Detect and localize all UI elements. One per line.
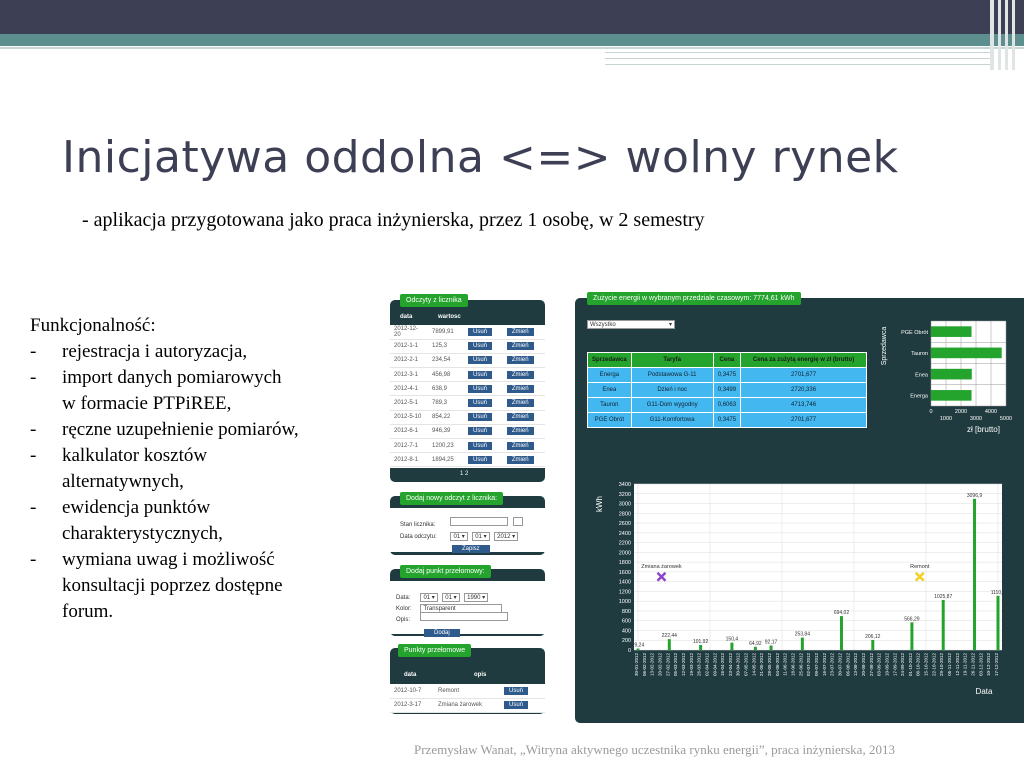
decor-stripe [990, 0, 994, 70]
cost-table-cell: 0,6063 [713, 398, 740, 413]
delete-reading-button[interactable]: Usuń [468, 385, 492, 393]
reading-date: 2012-7-1 [390, 439, 428, 453]
x-tick-label: 20-08-2012 [860, 653, 866, 677]
reading-delete-cell [464, 453, 503, 467]
x-tick-label: 17-12-2012 [994, 653, 999, 677]
reading-value: 1200,23 [428, 439, 464, 453]
top-bar [0, 0, 1024, 34]
cost-table-cell: 2701,677 [741, 413, 867, 428]
cost-table-header-cell: Taryfa [631, 353, 713, 368]
x-tick-label: 30-07-2012 [837, 653, 843, 677]
cost-table-cell: G11-Dom wygodny [631, 398, 713, 413]
feature-bullet: - [30, 497, 37, 518]
cost-table-cell: G11-Komfortowa [631, 413, 713, 428]
day-select[interactable]: 01 ▾ [450, 532, 467, 541]
x-tick-label: 18-06-2012 [790, 653, 796, 677]
bar-data-label: 3096,9 [966, 492, 983, 499]
usage-bar [973, 499, 976, 650]
x-tick-label: 20-02-2012 [657, 653, 663, 677]
seller-bar [931, 369, 972, 380]
reading-value: 7899,91 [428, 325, 464, 339]
feature-text: ręczne uzupełnienie pomiarów, [62, 419, 299, 440]
bar-data-label: 694,02 [833, 610, 850, 617]
delete-reading-button[interactable]: Usuń [468, 456, 492, 464]
delete-reading-button[interactable]: Usuń [468, 356, 492, 364]
add-point-button[interactable]: Dodaj [424, 629, 460, 637]
point-date: 2012-3-17 [390, 698, 434, 712]
cost-table-cell: Podstawowa G-11 [631, 368, 713, 383]
add-reading-form [390, 508, 545, 552]
x-tick-label: 03-12-2012 [978, 653, 984, 677]
reading-delete-cell [464, 368, 503, 382]
decor-stripe [1012, 0, 1015, 70]
edit-reading-button[interactable]: Zmień [507, 456, 534, 464]
reading-value: 789,3 [428, 396, 464, 410]
y-tick-label: 1000 [618, 599, 631, 606]
x-tick-label: 16-07-2012 [821, 653, 827, 677]
cost-table-cell: 0,3475 [713, 368, 740, 383]
y-tick-label: 2400 [618, 530, 631, 537]
seller-tick-label: Energa [910, 393, 928, 400]
reading-row [390, 396, 545, 410]
readings-table [390, 325, 545, 468]
cost-table-cell: 0,3499 [713, 383, 740, 398]
reading-delete-cell [464, 410, 503, 424]
slide-footer: Przemysław Wanat, „Witryna aktywnego uczestnika rynku energii”, praca inżynierska, 2013 [414, 742, 895, 757]
readings-panel-title: Odczyty z licznika [400, 294, 468, 307]
delete-reading-button[interactable]: Usuń [468, 413, 492, 421]
bar-data-label: 101,92 [692, 639, 709, 646]
x-tick-label: 23-07-2012 [829, 653, 835, 677]
feature-text: alternatywnych, [62, 471, 184, 492]
usage-bar [840, 616, 843, 650]
y-tick-label: 800 [621, 608, 631, 615]
cost-table-cell: PGE Obrót [588, 413, 632, 428]
y-tick-label: 2200 [618, 540, 631, 547]
reading-value: 234,54 [428, 353, 464, 367]
cost-table-cell: Energa [588, 368, 632, 383]
teal-band [0, 34, 1024, 46]
x-tick-label: 5000 [999, 416, 1013, 422]
edit-reading-button[interactable]: Zmień [507, 328, 534, 336]
point-date: 2012-10-7 [390, 684, 434, 698]
feature-bullet: - [30, 445, 37, 466]
x-tick-label: 17-09-2012 [892, 653, 898, 677]
x-tick-label: 06-02-2012 [641, 653, 647, 677]
x-tick-label: 16-04-2012 [720, 653, 726, 677]
x-tick-label: 09-04-2012 [712, 653, 718, 677]
feature-item [30, 521, 299, 547]
point-row [390, 684, 545, 698]
usage-bar [637, 649, 640, 650]
feature-bullet: - [30, 419, 37, 440]
reading-edit-cell [503, 353, 545, 367]
feature-item [30, 391, 299, 417]
usage-bar [997, 596, 1000, 650]
cost-table-row [588, 413, 867, 428]
x-tick-label: 29-10-2012 [939, 653, 945, 677]
reading-edit-cell [503, 439, 545, 453]
cost-table-header [588, 353, 867, 368]
reading-value: 854,22 [428, 410, 464, 424]
reading-row [390, 410, 545, 424]
reading-delete-cell [464, 439, 503, 453]
reading-date-label: Data odczytu: [400, 534, 437, 540]
reading-row [390, 339, 545, 353]
point-delete-cell [500, 684, 545, 698]
cost-table-header-cell: Cena za zużytą energię w zł (brutto) [741, 353, 867, 368]
provider-filter-select[interactable]: Wszystko ▾ [587, 320, 675, 329]
x-tick-label: 15-10-2012 [923, 653, 929, 677]
points-panel-title: Punkty przełomowe [398, 644, 471, 657]
feature-text: rejestracja i autoryzacja, [62, 341, 248, 362]
reading-row [390, 424, 545, 438]
seller-tick-label: PGE Obrót [901, 329, 928, 336]
reading-date: 2012-1-1 [390, 339, 428, 353]
delete-reading-button[interactable]: Usuń [468, 328, 492, 336]
edit-reading-button[interactable]: Zmień [507, 385, 534, 393]
feature-text: kalkulator kosztów [62, 445, 208, 466]
feature-item [30, 443, 299, 469]
bar-data-label: 64,92 [749, 640, 762, 647]
usage-bar [668, 639, 671, 650]
feature-item [30, 365, 299, 391]
seller-bar [931, 326, 972, 337]
point-date-label: Data: [396, 595, 411, 601]
x-tick-label: 03-09-2012 [876, 653, 882, 677]
cost-table-cell: 4713,746 [741, 398, 867, 413]
y-tick-label: 400 [621, 628, 631, 635]
reading-value: 125,3 [428, 339, 464, 353]
x-tick-label: 27-02-2012 [665, 653, 671, 677]
x-tick-label: 02-07-2012 [806, 653, 812, 677]
feature-list [30, 313, 299, 625]
reading-date: 2012-3-1 [390, 368, 428, 382]
cost-table-cell: Tauron [588, 398, 632, 413]
reading-date: 2012-4-1 [390, 382, 428, 396]
reading-date: 2012-8-1 [390, 453, 428, 467]
add-point-panel [390, 569, 545, 636]
usage-bar [699, 645, 702, 650]
divider-line [0, 47, 1024, 49]
reading-edit-cell [503, 339, 545, 353]
decor-stripe [998, 0, 1001, 70]
plot-area [631, 484, 1002, 650]
delete-reading-button[interactable]: Usuń [468, 399, 492, 407]
x-tick-label: 13-08-2012 [853, 653, 859, 677]
feature-item [30, 573, 299, 599]
usage-bar-chart [590, 478, 1020, 700]
x-tick-label: 3000 [969, 416, 983, 422]
x-tick-label: 11-06-2012 [782, 653, 788, 676]
delete-point-button[interactable]: Usuń [504, 701, 528, 709]
seller-bar [931, 348, 1002, 359]
x-tick-label: 10-12-2012 [986, 653, 992, 677]
point-day-select[interactable]: 01 ▾ [420, 593, 437, 602]
reading-delete-cell [464, 424, 503, 438]
year-select[interactable]: 2012 ▾ [494, 532, 518, 541]
cost-table-row [588, 398, 867, 413]
x-tick-label: 0 [929, 409, 933, 415]
seller-cost-chart [876, 318, 1024, 438]
reading-edit-cell [503, 325, 545, 339]
add-reading-panel [390, 496, 545, 555]
x-tick-label: 19-11-2012 [962, 653, 968, 676]
reading-edit-cell [503, 368, 545, 382]
slide-title: Inicjatywa oddolna <=> wolny rynek [62, 132, 899, 183]
add-point-form [390, 581, 545, 634]
month-select[interactable]: 01 ▾ [472, 532, 489, 541]
decor-line [605, 52, 990, 53]
reading-delete-cell [464, 353, 503, 367]
reading-edit-cell [503, 453, 545, 467]
readings-col-date: data [400, 314, 413, 320]
x-tick-label: 12-11-2012 [954, 653, 960, 676]
x-tick-label: 4000 [984, 409, 998, 415]
marker-label: Remont [910, 563, 930, 570]
readings-col-value: wartosc [438, 314, 461, 320]
usage-bar [942, 600, 945, 650]
description-input[interactable] [420, 612, 508, 621]
y-tick-label: 0 [627, 648, 631, 654]
feature-item [30, 599, 299, 625]
bar-data-label: 253,84 [794, 631, 810, 638]
reading-edit-cell [503, 382, 545, 396]
x-tick-label: 19-03-2012 [688, 653, 694, 677]
feature-bullet: - [30, 549, 37, 570]
x-tick-label: 27-08-2012 [868, 653, 874, 677]
reading-row [390, 368, 545, 382]
cost-table-cell: 2720,336 [741, 383, 867, 398]
x-tick-label: 13-02-2012 [649, 653, 655, 677]
points-panel [390, 648, 545, 714]
x-tick-label: 26-11-2012 [970, 653, 976, 676]
feature-bullet: - [30, 367, 37, 388]
reading-value: 456,98 [428, 368, 464, 382]
x-tick-label: 30-01-2012 [634, 653, 639, 677]
slide-subtitle: - aplikacja przygotowana jako praca inżynierska, przez 1 osobę, w 2 semestry [82, 209, 705, 231]
color-select[interactable]: Transparent [420, 604, 502, 613]
bar-data-label: 566,29 [904, 616, 920, 623]
cost-table [587, 352, 867, 428]
reading-row [390, 453, 545, 467]
marker-label: Zmiana żarowek [641, 563, 682, 570]
reading-delete-cell [464, 339, 503, 353]
reading-delete-cell [464, 382, 503, 396]
points-col-desc: opis [474, 672, 487, 678]
x-tick-label: 12-03-2012 [680, 653, 686, 677]
y-tick-label: 2600 [618, 521, 631, 528]
feature-text: import danych pomiarowych [62, 367, 282, 388]
x-tick-label: 25-06-2012 [798, 653, 804, 677]
edit-reading-button[interactable]: Zmień [507, 427, 534, 435]
reading-edit-cell [503, 410, 545, 424]
y-tick-label: 3200 [618, 491, 631, 498]
point-delete-cell [500, 698, 545, 712]
cost-table-cell: Dzień i noc [631, 383, 713, 398]
y-axis-label: Sprzedawca [881, 326, 888, 366]
reading-date: 2012-2-1 [390, 353, 428, 367]
edit-reading-button[interactable]: Zmień [507, 399, 534, 407]
feature-text: konsultacji poprzez dostępne [62, 575, 283, 596]
bar-data-label: 222,44 [661, 633, 677, 640]
x-tick-label: 07-05-2012 [743, 653, 749, 677]
x-tick-label: 09-07-2012 [814, 653, 819, 677]
feature-list-heading: Funkcjonalność: [30, 315, 156, 336]
x-tick-label: 2000 [954, 409, 968, 415]
usage-bar [754, 647, 757, 650]
point-year-select[interactable]: 1990 ▾ [464, 593, 488, 602]
reading-date: 2012-5-1 [390, 396, 428, 410]
feature-text: forum. [62, 601, 114, 622]
x-tick-label: 24-09-2012 [900, 653, 906, 677]
y-tick-label: 1800 [618, 560, 631, 567]
edit-reading-button[interactable]: Zmień [507, 413, 534, 421]
feature-bullet: - [30, 341, 37, 362]
reading-value: 638,9 [428, 382, 464, 396]
bar-data-label: 29,24 [631, 642, 645, 649]
bar-data-label: 206,12 [865, 633, 881, 640]
reading-row [390, 439, 545, 453]
decor-line [605, 64, 990, 65]
usage-bar [770, 645, 773, 650]
x-tick-label: 02-04-2012 [704, 653, 710, 677]
cost-table-cell: Enea [588, 383, 632, 398]
feature-text: charakterystycznych, [62, 523, 223, 544]
seller-tick-label: Enea [915, 372, 928, 379]
x-tick-label: 1000 [939, 416, 953, 422]
bar-data-label: 1025,87 [934, 593, 953, 600]
y-tick-label: 200 [621, 638, 631, 645]
x-tick-label: 05-11-2012 [947, 653, 953, 676]
feature-item [30, 339, 299, 365]
readings-pagination[interactable]: 1 2 [460, 471, 469, 477]
reading-row [390, 325, 545, 339]
delete-point-button[interactable]: Usuń [504, 687, 528, 695]
y-tick-label: 2800 [618, 511, 631, 518]
point-month-select[interactable]: 01 ▾ [442, 593, 459, 602]
usage-bar [730, 643, 733, 650]
x-tick-label: 01-10-2012 [907, 653, 913, 677]
y-tick-label: 1400 [618, 579, 631, 586]
y-tick-label: 3000 [618, 501, 631, 508]
y-tick-label: 1200 [618, 589, 631, 596]
reading-edit-cell [503, 424, 545, 438]
edit-reading-button[interactable]: Zmień [507, 442, 534, 450]
feature-item [30, 469, 299, 495]
x-tick-label: 05-03-2012 [673, 653, 679, 677]
reading-delete-cell [464, 396, 503, 410]
feature-text: ewidencja punktów [62, 497, 211, 518]
usage-bar [910, 622, 913, 650]
seller-tick-label: Tauron [911, 351, 928, 357]
reading-date: 2012-6-1 [390, 424, 428, 438]
x-tick-label: 30-04-2012 [735, 653, 741, 677]
x-tick-label: 21-05-2012 [759, 653, 765, 677]
reading-row [390, 353, 545, 367]
reading-row [390, 382, 545, 396]
delete-reading-button[interactable]: Usuń [468, 442, 492, 450]
bar-data-label: 92,17 [764, 639, 778, 646]
cost-table-row [588, 368, 867, 383]
bar-data-label: 150,4 [725, 636, 739, 643]
y-tick-label: 2000 [618, 550, 631, 557]
cost-table-cell: 0,3475 [713, 413, 740, 428]
reading-delete-cell [464, 325, 503, 339]
add-point-title: Dodaj punkt przełomowy: [400, 565, 491, 578]
bar-data-label: 1110,6 [990, 589, 1006, 596]
reading-date: 2012-12-20 [390, 325, 428, 339]
feature-item [30, 417, 299, 443]
feature-item [30, 547, 299, 573]
x-tick-label: 22-10-2012 [931, 653, 937, 677]
delete-reading-button[interactable]: Usuń [468, 427, 492, 435]
points-col-date: data [404, 672, 417, 678]
seller-bar [931, 390, 972, 401]
readings-panel [390, 297, 545, 482]
meter-label: Stan licznika: [400, 522, 436, 528]
x-tick-label: 26-03-2012 [696, 653, 702, 677]
delete-reading-button[interactable]: Usuń [468, 342, 492, 350]
usage-bar [871, 640, 874, 650]
point-description: Zmiana żarowek [434, 698, 500, 712]
feature-text: w formacie PTPiREE, [62, 393, 232, 414]
y-tick-label: 3400 [618, 482, 631, 488]
y-tick-label: 1600 [618, 569, 631, 576]
cost-table-header-cell: Cena [713, 353, 740, 368]
x-tick-label: 28-05-2012 [767, 653, 773, 677]
points-table [390, 684, 545, 712]
decor-line [605, 58, 990, 59]
x-tick-label: 08-10-2012 [915, 653, 921, 677]
reading-value: 946,39 [428, 424, 464, 438]
feature-text: wymiana uwag i możliwość [62, 549, 275, 570]
decor-stripe [1005, 0, 1008, 70]
edit-reading-button[interactable]: Zmień [507, 371, 534, 379]
save-reading-button[interactable]: Zapisz [452, 545, 490, 553]
edit-reading-button[interactable]: Zmień [507, 356, 534, 364]
reading-value: 1894,25 [428, 453, 464, 467]
feature-item [30, 495, 299, 521]
usage-bar [801, 638, 804, 650]
point-description: Remont [434, 684, 500, 698]
delete-reading-button[interactable]: Usuń [468, 371, 492, 379]
x-axis-label: Data [975, 687, 993, 696]
color-label: Kolor: [396, 606, 412, 612]
reading-edit-cell [503, 396, 545, 410]
x-tick-label: 14-05-2012 [751, 653, 757, 677]
x-axis-label: zł [brutto] [967, 425, 1000, 434]
x-tick-label: 04-06-2012 [774, 653, 780, 677]
add-reading-title: Dodaj nowy odczyt z licznika: [400, 492, 503, 505]
x-tick-label: 23-04-2012 [727, 653, 733, 677]
cost-table-row [588, 383, 867, 398]
x-tick-label: 06-08-2012 [845, 653, 851, 677]
reading-date: 2012-5-10 [390, 410, 428, 424]
edit-reading-button[interactable]: Zmień [507, 342, 534, 350]
point-row [390, 698, 545, 712]
usage-panel-title: Zużycie energii w wybranym przedziale czasowym: 7774,61 kWh [587, 292, 801, 305]
description-label: Opis: [396, 617, 411, 623]
cost-table-header-cell: Sprzedawca [588, 353, 632, 368]
y-tick-label: 600 [621, 618, 631, 625]
x-tick-label: 10-09-2012 [884, 653, 890, 677]
cost-table-cell: 2701,677 [741, 368, 867, 383]
y-axis-label: kWh [595, 496, 604, 512]
